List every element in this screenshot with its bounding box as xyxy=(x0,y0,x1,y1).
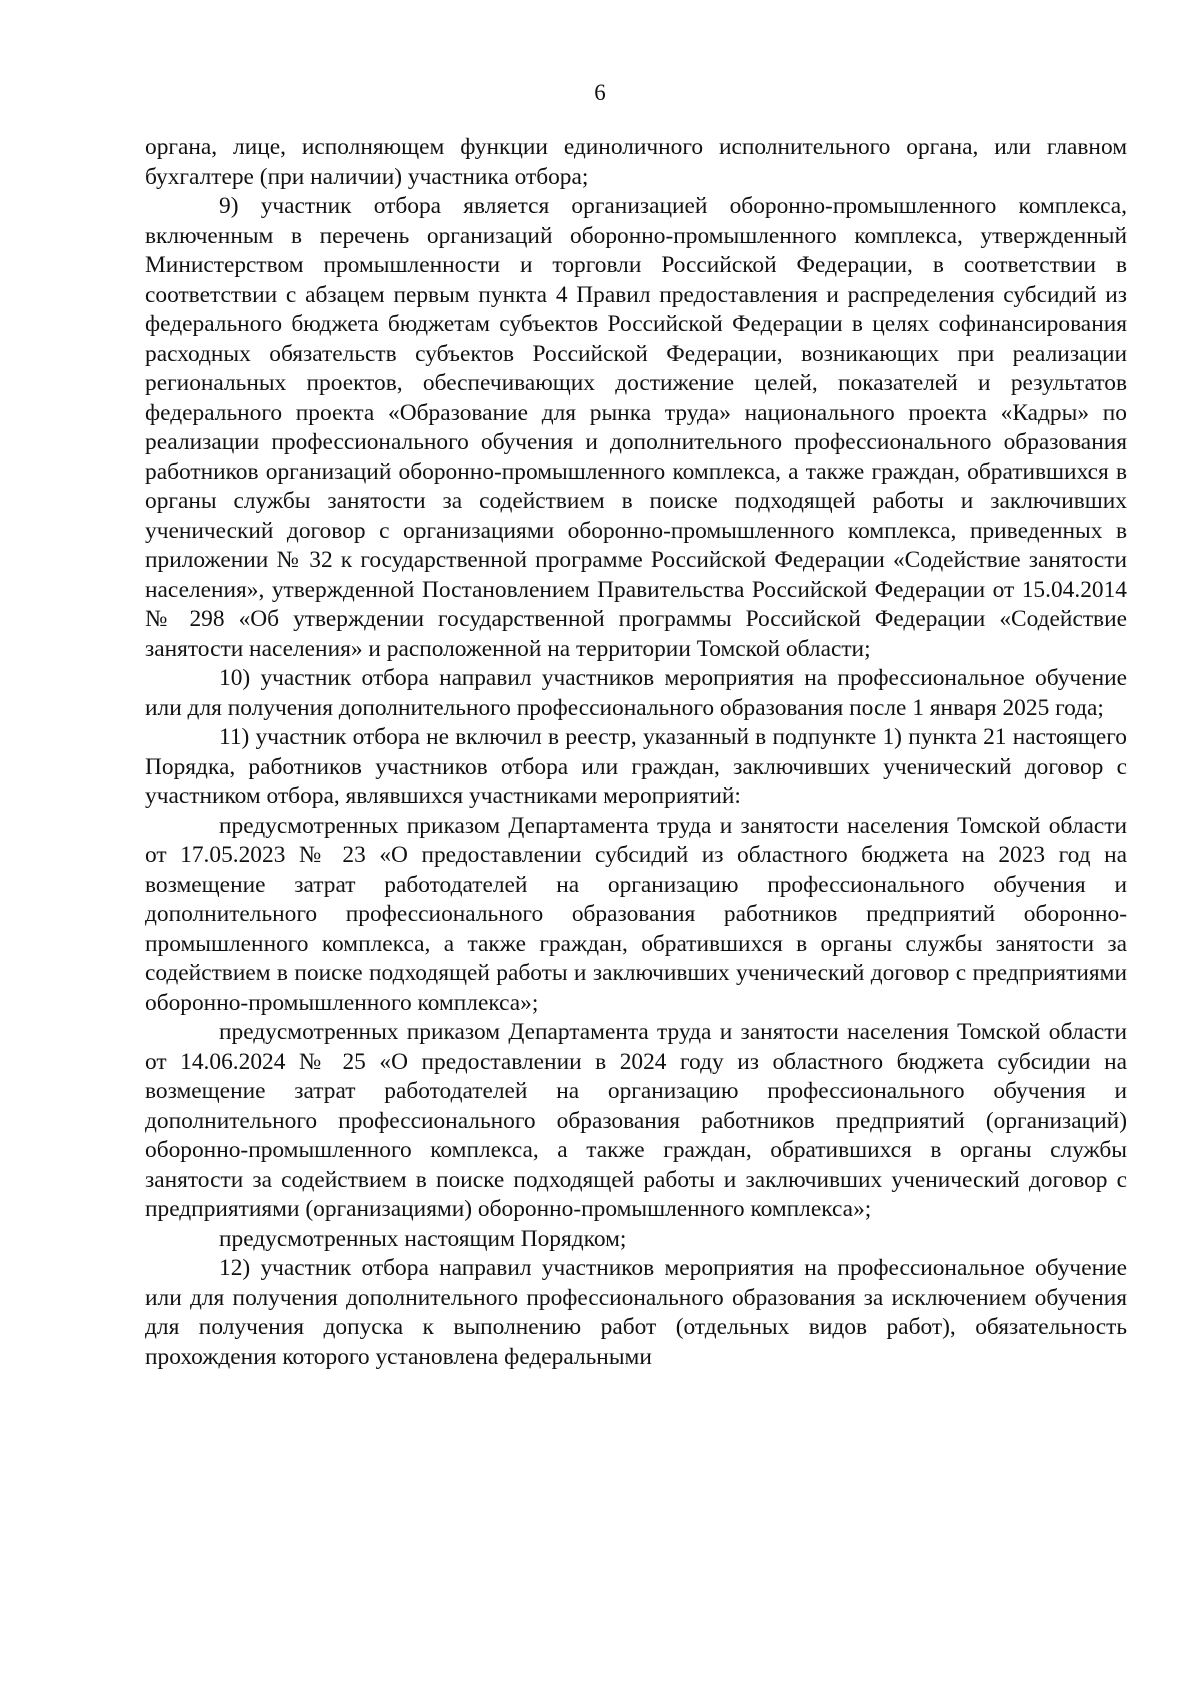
paragraph-item-9: 9) участник отбора является организацией оборонно-промышленного комплекса, включенным в перечень организаций оборонно-промышленного комплекса, утвержденный Министерством промышленности и торговли Российской Федерации, в соответствии в соответствии с абзацем первым пункта 4 Правил предоставления и распределения субсидий из федерального бюджета бюджетам субъектов Российской Федерации в целях софинансирования расходных обязательств субъектов Российской Федерации, возникающих при реализации региональных проектов, обеспечивающих достижение целей, показателей и результатов федерального проекта «Образование для рынка труда» национального проекта «Кадры» по реализации профессионального обучения и дополнительного профессионального образования работников организаций оборонно-промышленного комплекса, а также граждан, обратившихся в органы службы занятости за содействием в поиске подходящей работы и заключивших ученический договор с организациями оборонно-промышленного комплекса, приведенных в приложении № 32 к государственной программе Российской Федерации «Содействие занятости населения», утвержденной Постановлением Правительства Российской Федерации от 15.04.2014 № 298 «Об утверждении государственной программы Российской Федерации «Содействие занятости населения» и расположенной на территории Томской области; xyxy=(145,193,1127,662)
paragraph-item-12: 12) участник отбора направил участников мероприятия на профессиональное обучение или для получения дополнительного профессионального образования за исключением обучения для получения допуска к выполнению работ (отдельных видов работ), обязательность прохождения которого установлена федеральными xyxy=(145,1255,1127,1370)
paragraph-item-11-sub-1: предусмотренных приказом Департамента труда и занятости населения Томской области от 17.05.2023 № 23 «О предоставлении субсидий из областного бюджета на 2023 год на возмещение затрат работодателей на организацию профессионального обучения и дополнительного профессионального образования работников предприятий оборонно-промышленного комплекса, а также граждан, обратившихся в органы службы занятости за содействием в поиске подходящей работы и заключивших ученический договор с предприятиями оборонно-промышленного комплекса»; xyxy=(145,812,1127,1016)
page-number: 6 xyxy=(594,80,606,105)
paragraph-item-11-sub-3: предусмотренных настоящим Порядком; xyxy=(219,1225,627,1252)
document-body xyxy=(145,133,1127,1372)
paragraph-continuation: органа, лице, исполняющем функции единоличного исполнительного органа, или главном бухгалтере (при наличии) участника отбора; xyxy=(145,134,1127,190)
paragraph-item-11: 11) участник отбора не включил в реестр, указанный в подпункте 1) пункта 21 настоящего Порядка, работников участников отбора или граждан, заключивших ученический договор с участником отбора, являвшихся участниками мероприятий: xyxy=(145,724,1127,809)
paragraph-item-10: 10) участник отбора направил участников мероприятия на профессиональное обучение или для получения дополнительного профессионального образования после 1 января 2025 года; xyxy=(145,665,1127,721)
paragraph-item-11-sub-2: предусмотренных приказом Департамента труда и занятости населения Томской области от 14.06.2024 № 25 «О предоставлении в 2024 году из областного бюджета субсидии на возмещение затрат работодателей на организацию профессионального обучения и дополнительного профессионального образования работников предприятий (организаций) оборонно-промышленного комплекса, а также граждан, обратившихся в органы службы занятости за содействием в поиске подходящей работы и заключивших ученический договор с предприятиями (организациями) оборонно-промышленного комплекса»; xyxy=(145,1019,1127,1222)
